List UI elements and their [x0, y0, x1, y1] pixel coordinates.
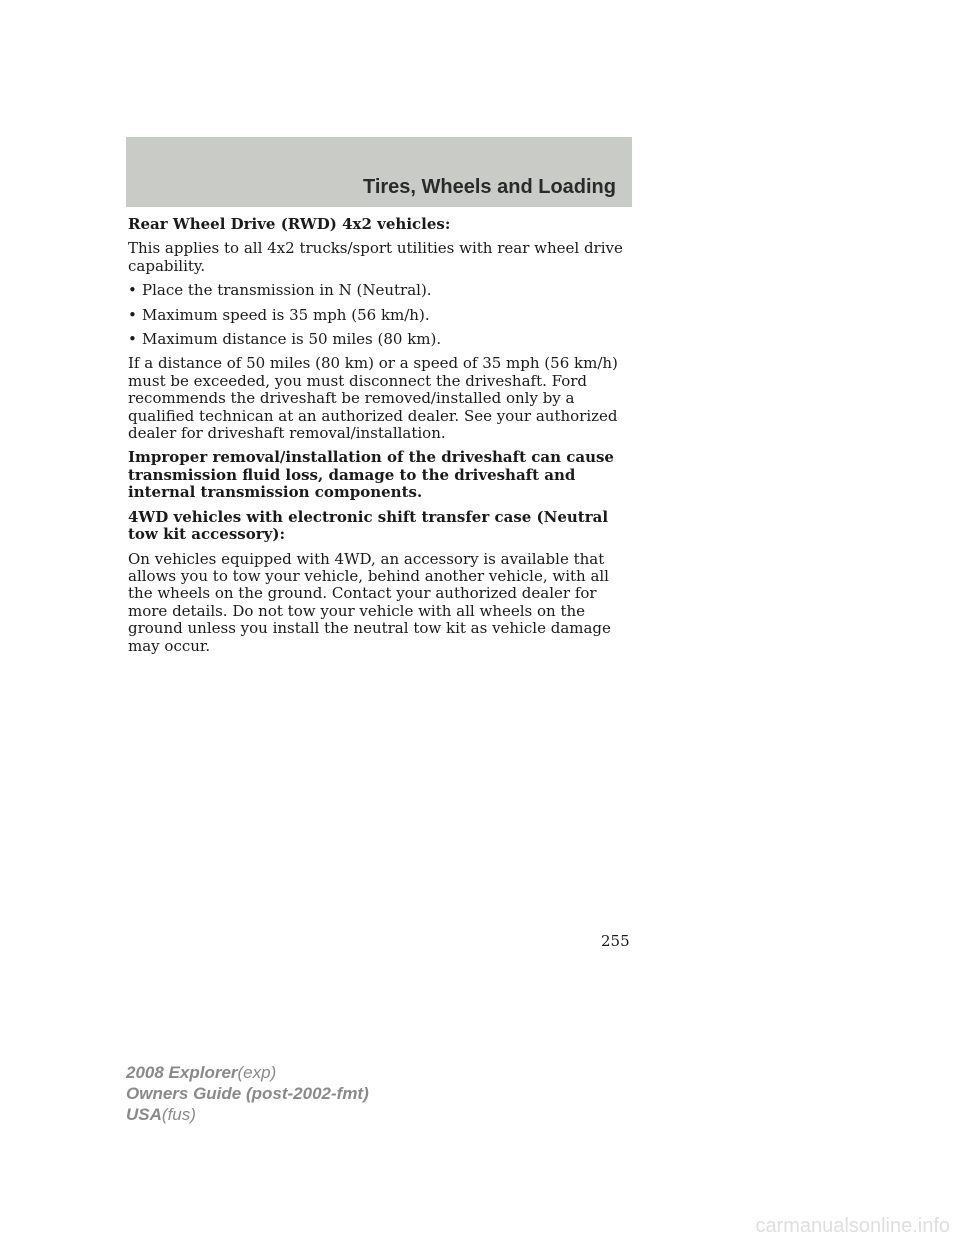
footer-market: USA [126, 1105, 162, 1124]
bullet-item-max-speed [128, 307, 632, 324]
bullet-icon: • [128, 305, 137, 324]
bullet-text: Maximum speed is 35 mph (56 km/h). [142, 305, 430, 324]
document-footer [126, 1062, 369, 1125]
section-title: Tires, Wheels and Loading [362, 176, 616, 198]
footer-model: 2008 Explorer [126, 1063, 238, 1082]
watermark-text: carmanualsonline.info [755, 1215, 950, 1237]
rwd-heading: Rear Wheel Drive (RWD) 4x2 vehicles: [128, 215, 451, 233]
footer-line-market [126, 1104, 369, 1125]
bullet-item-neutral [128, 282, 632, 299]
rwd-intro: This applies to all 4x2 trucks/sport utilities with rear wheel drive capability. [128, 239, 623, 275]
bullet-item-max-distance [128, 331, 632, 348]
bullet-text: Maximum distance is 50 miles (80 km). [142, 330, 442, 349]
section-header-band [126, 137, 632, 207]
page-number: 255 [601, 932, 630, 950]
footer-line-guide [126, 1083, 369, 1104]
bullet-icon: • [128, 281, 137, 300]
fourwd-heading: 4WD vehicles with electronic shift transfer case (Neutral tow kit accessory): [128, 507, 609, 544]
footer-guide: Owners Guide (post-2002-fmt) [126, 1084, 369, 1103]
warning-paragraph: Improper removal/installation of the driveshaft can cause transmission fluid loss, damage to the driveshaft and internal transmission components. [128, 448, 614, 502]
footer-model-code: (exp) [237, 1063, 277, 1082]
footer-line-model [126, 1062, 369, 1083]
bullet-icon: • [128, 330, 137, 349]
exceed-paragraph: If a distance of 50 miles (80 km) or a speed of 35 mph (56 km/h) must be exceeded, you must disconnect the driveshaft. Ford recommends the driveshaft be removed/installed only by a qualified technican at an authorized dealer. See your authorized dealer for driveshaft removal/installation. [128, 354, 618, 443]
bullet-text: Place the transmission in N (Neutral). [142, 281, 432, 300]
page-content [128, 216, 632, 662]
fourwd-paragraph: On vehicles equipped with 4WD, an accessory is available that allows you to tow your vehicle, behind another vehicle, with all the wheels on the ground. Contact your authorized dealer for more details. Do not tow your vehicle with all wheels on the ground unless you install the neutral tow kit as vehicle damage may occur. [128, 549, 611, 655]
footer-market-code: (fus) [161, 1105, 196, 1124]
